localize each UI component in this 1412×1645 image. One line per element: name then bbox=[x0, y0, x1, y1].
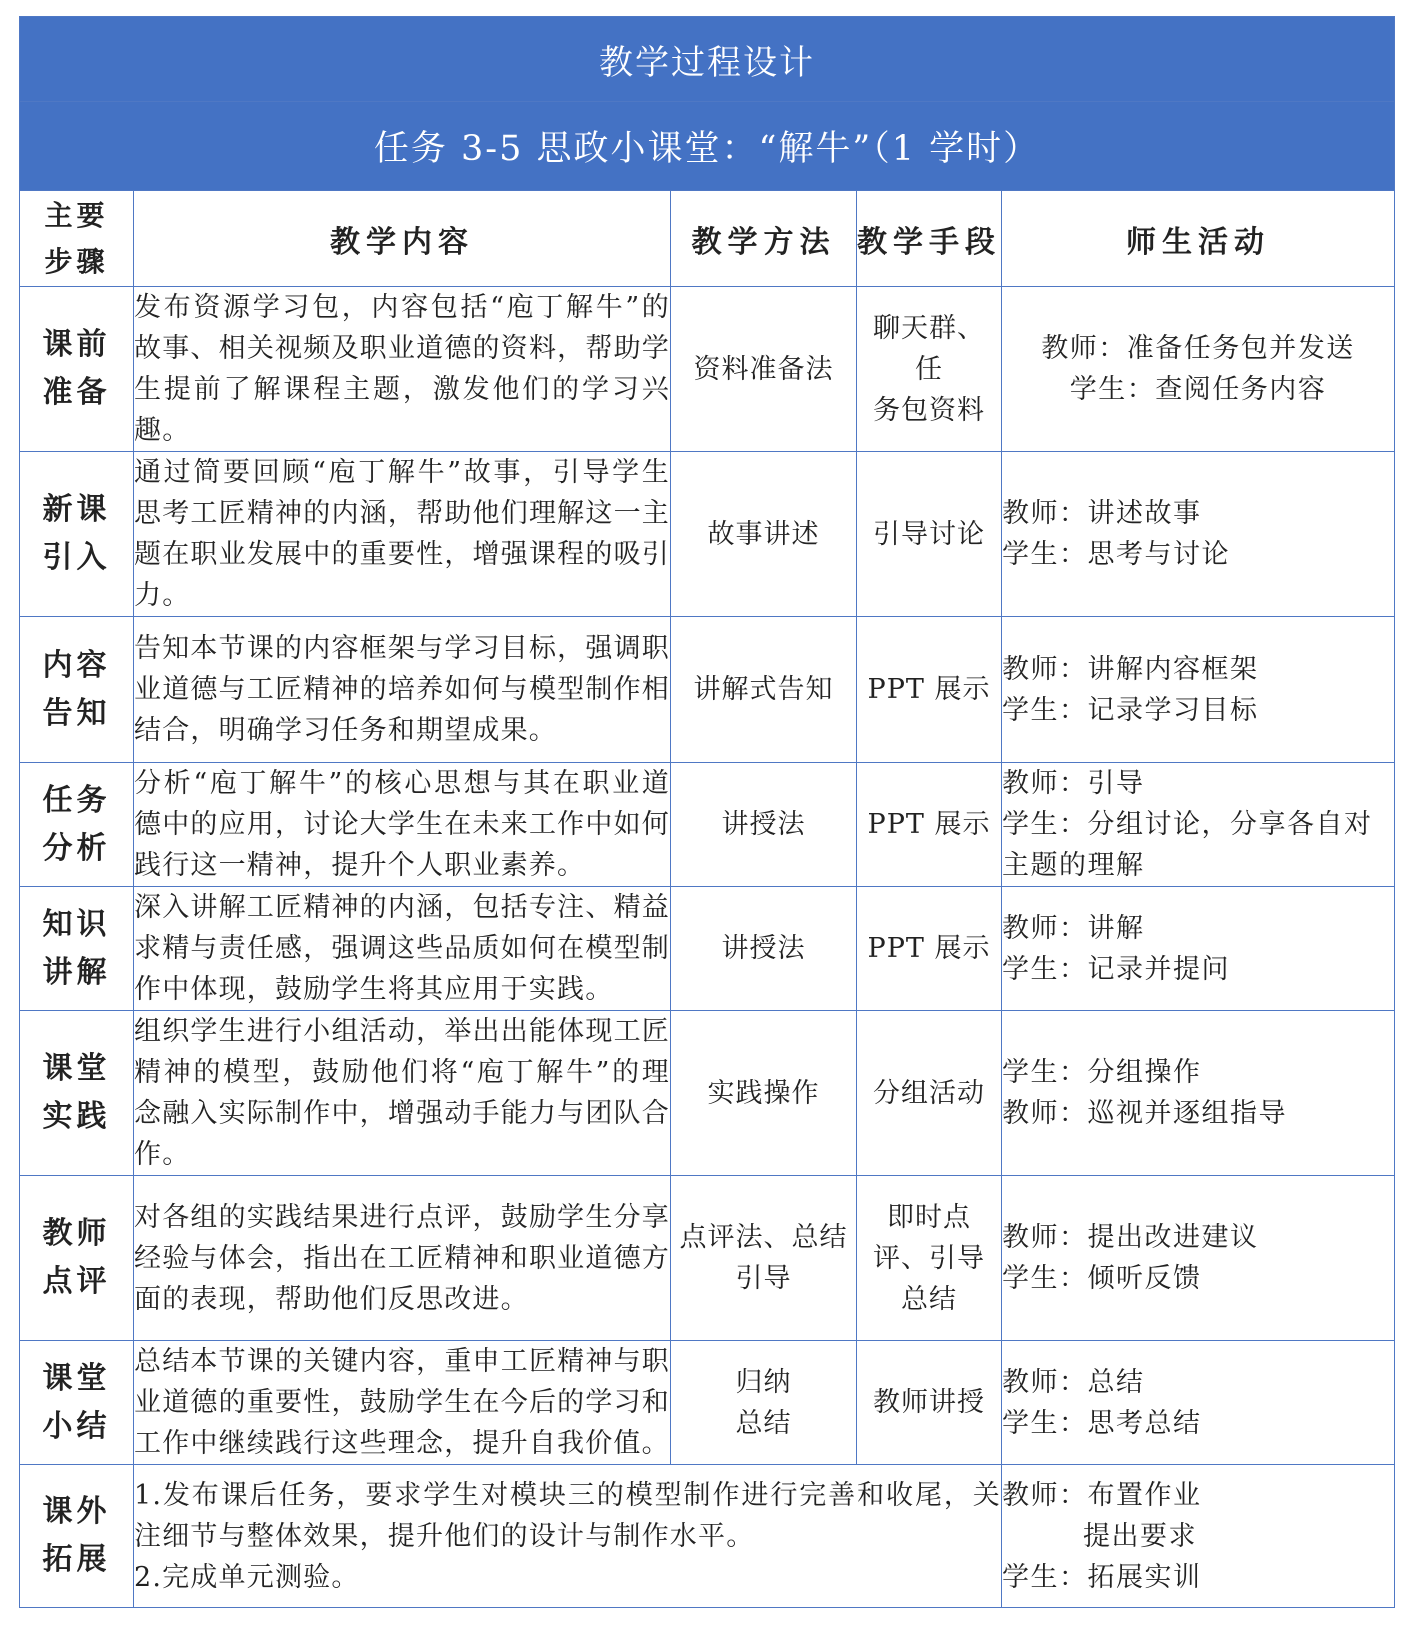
activity-line: 教师：准备任务包并发送 bbox=[1041, 333, 1355, 364]
activity-line: 学生：倾听反馈 bbox=[1002, 1263, 1202, 1294]
table-row bbox=[20, 1011, 1395, 1176]
activity-line: 学生：记录学习目标 bbox=[1002, 694, 1259, 726]
activity-line: 教师：讲述故事 bbox=[1002, 498, 1202, 529]
task-title: 任务 3-5 思政小课堂：“解牛”（1 学时） bbox=[20, 102, 1395, 191]
means-cell: PPT 展示 bbox=[857, 617, 1002, 763]
method-cell: 讲授法 bbox=[671, 763, 857, 887]
step-cell: 课堂 小结 bbox=[20, 1341, 134, 1465]
activity-line: 教师：总结 bbox=[1002, 1366, 1145, 1398]
table-title: 教学过程设计 bbox=[20, 17, 1395, 102]
activity-line: 教师：引导 bbox=[1002, 768, 1145, 799]
means-cell: 引导讨论 bbox=[857, 452, 1002, 617]
method-cell: 讲解式告知 bbox=[671, 617, 857, 763]
content-cell: 分析“庖丁解牛”的核心思想与其在职业道德中的应用，讨论大学生在未来工作中如何践行这一精神，提升个人职业素养。 bbox=[134, 763, 671, 887]
method-cell: 实践操作 bbox=[671, 1011, 857, 1176]
table-row bbox=[20, 887, 1395, 1011]
activity-line: 学生：查阅任务内容 bbox=[1069, 374, 1327, 405]
activity-cell bbox=[1002, 1465, 1395, 1608]
extension-item: 2.完成单元测验。 bbox=[134, 1561, 360, 1593]
activity-line: 学生：记录并提问 bbox=[1002, 953, 1230, 985]
activity-cell bbox=[1002, 887, 1395, 1011]
activity-line: 教师：巡视并逐组指导 bbox=[1002, 1098, 1287, 1129]
means-cell: 分组活动 bbox=[857, 1011, 1002, 1176]
header-row bbox=[20, 191, 1395, 287]
activity-line: 教师：布置作业 bbox=[1002, 1479, 1202, 1511]
step-cell: 课前 准备 bbox=[20, 287, 134, 452]
means-cell: PPT 展示 bbox=[857, 763, 1002, 887]
activity-line: 学生：思考总结 bbox=[1002, 1407, 1202, 1439]
step-cell: 内容 告知 bbox=[20, 617, 134, 763]
means-cell: 教师讲授 bbox=[857, 1341, 1002, 1465]
table-row bbox=[20, 452, 1395, 617]
header-content: 教学内容 bbox=[134, 191, 671, 287]
means-cell: 聊天群、任 务包资料 bbox=[857, 287, 1002, 452]
table-row bbox=[20, 1176, 1395, 1341]
content-cell: 组织学生进行小组活动，举出出能体现工匠精神的模型，鼓励他们将“庖丁解牛”的理念融入实际制作中，增强动手能力与团队合作。 bbox=[134, 1011, 671, 1176]
extension-row bbox=[20, 1465, 1395, 1608]
table-row bbox=[20, 287, 1395, 452]
activity-line: 教师：讲解内容框架 bbox=[1002, 653, 1259, 685]
activity-cell bbox=[1002, 1011, 1395, 1176]
content-cell: 通过简要回顾“庖丁解牛”故事，引导学生思考工匠精神的内涵，帮助他们理解这一主题在职业发展中的重要性，增强课程的吸引力。 bbox=[134, 452, 671, 617]
activity-line: 学生：分组讨论，分享各自对主题的理解 bbox=[1002, 809, 1373, 881]
content-cell: 总结本节课的关键内容，重申工匠精神与职业道德的重要性，鼓励学生在今后的学习和工作中继续践行这些理念，提升自我价值。 bbox=[134, 1341, 671, 1465]
activity-cell bbox=[1002, 763, 1395, 887]
step-cell: 教师 点评 bbox=[20, 1176, 134, 1341]
activity-cell bbox=[1002, 1176, 1395, 1341]
teaching-process-table bbox=[19, 16, 1395, 1608]
step-cell: 课外 拓展 bbox=[20, 1465, 134, 1608]
header-step: 主要 步骤 bbox=[20, 191, 134, 287]
table-row bbox=[20, 1341, 1395, 1465]
means-cell: 即时点 评、引导 总结 bbox=[857, 1176, 1002, 1341]
extension-content-cell bbox=[134, 1465, 1002, 1608]
activity-line: 学生：分组操作 bbox=[1002, 1057, 1202, 1088]
activity-cell bbox=[1002, 1341, 1395, 1465]
step-cell: 新课 引入 bbox=[20, 452, 134, 617]
method-cell: 点评法、总结 引导 bbox=[671, 1176, 857, 1341]
activity-line: 教师：提出改进建议 bbox=[1002, 1222, 1259, 1253]
activity-cell bbox=[1002, 287, 1395, 452]
content-cell: 告知本节课的内容框架与学习目标，强调职业道德与工匠精神的培养如何与模型制作相结合，明确学习任务和期望成果。 bbox=[134, 617, 671, 763]
header-activity: 师生活动 bbox=[1002, 191, 1395, 287]
means-cell: PPT 展示 bbox=[857, 887, 1002, 1011]
activity-line: 教师：讲解 bbox=[1002, 912, 1145, 944]
method-cell: 故事讲述 bbox=[671, 452, 857, 617]
content-cell: 发布资源学习包，内容包括“庖丁解牛”的故事、相关视频及职业道德的资料，帮助学生提前了解课程主题，激发他们的学习兴趣。 bbox=[134, 287, 671, 452]
extension-item: 1.发布课后任务，要求学生对模块三的模型制作进行完善和收尾，关注细节与整体效果，提升他们的设计与制作水平。 bbox=[134, 1479, 1001, 1552]
method-cell: 资料准备法 bbox=[671, 287, 857, 452]
content-cell: 深入讲解工匠精神的内涵，包括专注、精益求精与责任感，强调这些品质如何在模型制作中体现，鼓励学生将其应用于实践。 bbox=[134, 887, 671, 1011]
step-cell: 课堂 实践 bbox=[20, 1011, 134, 1176]
header-means: 教学手段 bbox=[857, 191, 1002, 287]
activity-cell bbox=[1002, 617, 1395, 763]
table-row bbox=[20, 763, 1395, 887]
step-cell: 任务 分析 bbox=[20, 763, 134, 887]
activity-line: 学生：拓展实训 bbox=[1002, 1561, 1202, 1593]
activity-line: 提出要求 bbox=[1083, 1520, 1197, 1552]
method-cell: 归纳 总结 bbox=[671, 1341, 857, 1465]
activity-cell bbox=[1002, 452, 1395, 617]
content-cell: 对各组的实践结果进行点评，鼓励学生分享经验与体会，指出在工匠精神和职业道德方面的表现，帮助他们反思改进。 bbox=[134, 1176, 671, 1341]
table-row bbox=[20, 617, 1395, 763]
activity-line: 学生：思考与讨论 bbox=[1002, 539, 1230, 570]
method-cell: 讲授法 bbox=[671, 887, 857, 1011]
header-method: 教学方法 bbox=[671, 191, 857, 287]
step-cell: 知识 讲解 bbox=[20, 887, 134, 1011]
